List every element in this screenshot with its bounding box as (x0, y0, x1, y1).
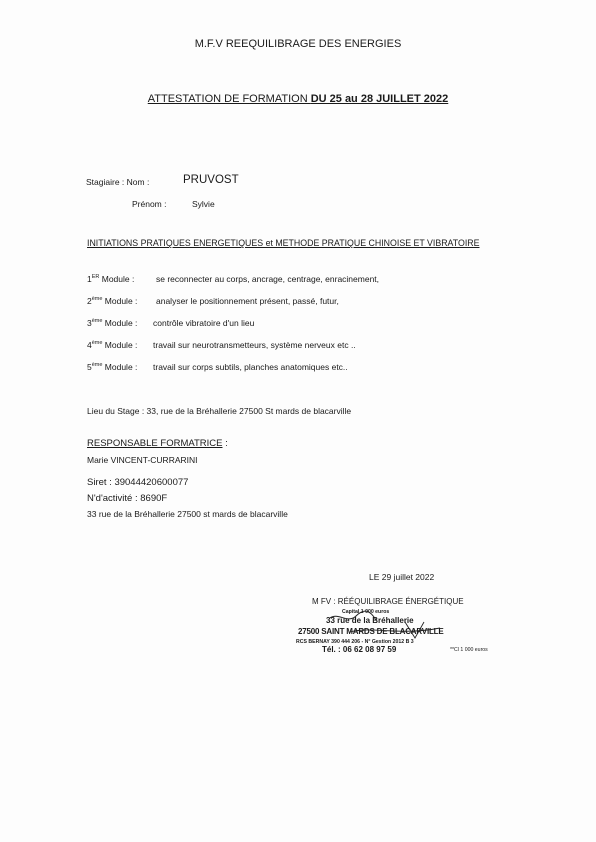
responsable-address: 33 rue de la Bréhallerie 27500 st mards de blacarville (87, 509, 288, 519)
company-name: M.F.V REEQUILIBRAGE DES ENERGIES (194, 38, 402, 50)
module-3-text: contrôle vibratoire d'un lieu (153, 318, 255, 328)
activity-number: N'd'activité : 8690F (87, 493, 168, 504)
prenom-value: Sylvie (192, 199, 215, 209)
module-2-text: analyser le positionnement présent, passé, futur, (156, 296, 339, 306)
siret: Siret : 39044420600077 (87, 477, 189, 488)
stamp-line-3: 33 rue de la Bréhallerie (326, 616, 414, 625)
title-dates: DU 25 au 28 JUILLET 2022 (310, 93, 449, 105)
signature-date: LE 29 juillet 2022 (369, 572, 435, 582)
stamp-line-6: Tél. : 06 62 08 97 59 (322, 645, 397, 654)
title-prefix: ATTESTATION DE FORMATION (147, 93, 311, 105)
nom-label: Stagiaire : Nom : (86, 177, 150, 187)
training-location: Lieu du Stage : 33, rue de la Bréhallerie 27500 St mards de blacarville (87, 406, 352, 416)
stamp-line-7: **Cl 1 000 euros (450, 647, 488, 653)
stamp-line-4: 27500 SAINT MARDS DE BLACARVILLE (298, 627, 444, 636)
document-title (0, 93, 596, 105)
module-1-text: se reconnecter au corps, ancrage, centrage, enracinement, (156, 274, 380, 284)
module-1-label: 1ER Module : (87, 274, 135, 284)
module-2-label: 2ème Module : (87, 296, 138, 306)
module-4-text: travail sur neurotransmetteurs, système nerveux etc .. (153, 340, 356, 350)
prenom-label: Prénom : (132, 199, 167, 209)
module-3-label: 3ème Module : (87, 318, 138, 328)
nom-value: PRUVOST (183, 174, 239, 186)
stamp-line-5: RCS BERNAY 390 444 206 - N° Gestion 2012 B 3 (296, 639, 414, 645)
stamp-line-1: M FV : RÉÉQUILIBRAGE ÉNERGÉTIQUE (312, 597, 464, 606)
handwritten-signature (290, 592, 520, 662)
responsable-heading: RESPONSABLE FORMATRICE : (87, 438, 228, 449)
company-stamp (290, 592, 520, 662)
module-4-label: 4ème Module : (87, 340, 138, 350)
module-5-text: travail sur corps subtils, planches anatomiques etc.. (153, 362, 348, 372)
stamp-line-2: Capital 1 000 euros (342, 609, 390, 615)
responsable-name: Marie VINCENT-CURRARINI (87, 455, 198, 465)
program-title: INITIATIONS PRATIQUES ENERGETIQUES et METHODE PRATIQUE CHINOISE ET VIBRATOIRE (87, 238, 480, 248)
module-5-label: 5ème Module : (87, 362, 138, 372)
